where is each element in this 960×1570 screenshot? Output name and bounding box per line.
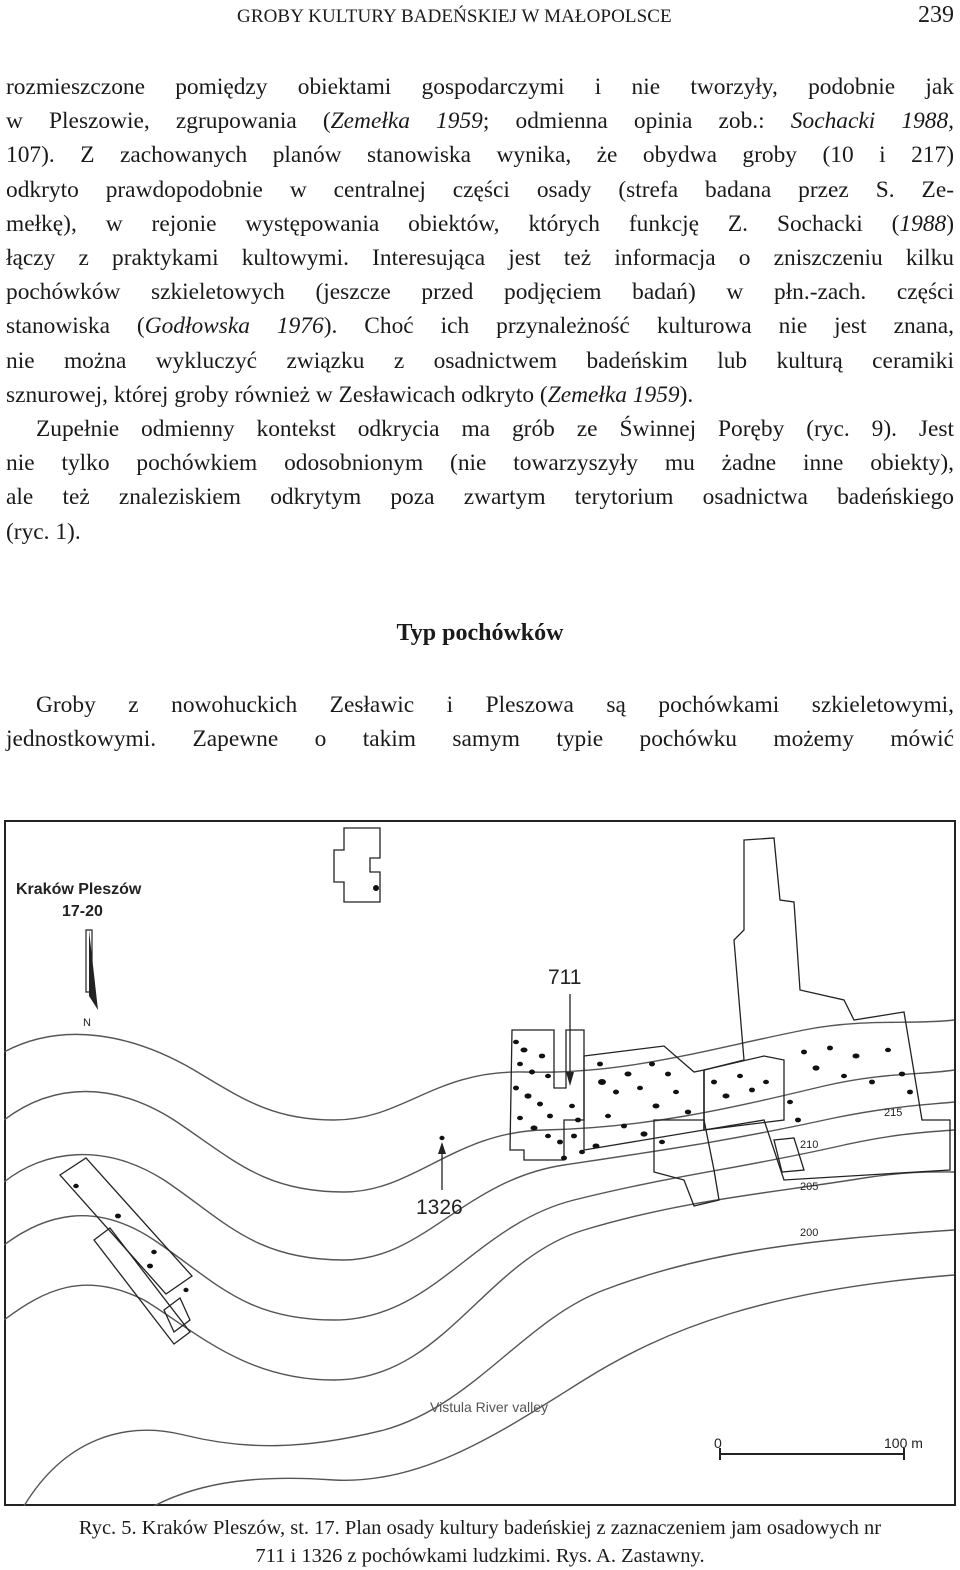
pit bbox=[529, 1070, 535, 1075]
text-line bbox=[6, 207, 954, 241]
pit bbox=[885, 1048, 891, 1052]
pit bbox=[649, 1062, 655, 1067]
pit bbox=[613, 1090, 619, 1095]
pit bbox=[659, 1140, 665, 1144]
pit bbox=[571, 1134, 577, 1139]
site-plan-figure bbox=[4, 820, 956, 1506]
valley-label: Vistula River valley bbox=[430, 1399, 549, 1415]
text-run: sznurowej, której groby również w Zesławicach odkryto ( bbox=[6, 381, 548, 408]
running-title: GROBY KULTURY BADEŃSKIEJ W MAŁOPOLSCE bbox=[237, 6, 672, 27]
paragraph-1 bbox=[6, 70, 954, 412]
pit bbox=[673, 1090, 679, 1094]
pit bbox=[579, 1150, 585, 1154]
page-number: 239 bbox=[918, 2, 954, 28]
pit bbox=[763, 1080, 769, 1084]
text-line: nie można wykluczyć związku z osadnictwem badeńskim lub kulturą ceramiki bbox=[6, 347, 954, 374]
pit bbox=[115, 1214, 121, 1219]
text-line: odkryto prawdopodobnie w centralnej części osady (strefa badana przez S. Ze- bbox=[6, 176, 954, 203]
caption-line: 711 i 1326 z pochówkami ludzkimi. Rys. A. Zastawny. bbox=[255, 1545, 705, 1567]
text-line bbox=[6, 104, 954, 138]
pit bbox=[517, 1062, 523, 1066]
text-line: ale też znaleziskiem odkrytym poza zwartym terytorium osadnictwa badeńskiego bbox=[6, 484, 954, 511]
text-line: rozmieszczone pomiędzy obiektami gospodarczymi i nie tworzyły, podobnie jak bbox=[6, 74, 954, 100]
citation: Sochacki 1988, bbox=[790, 108, 955, 135]
figure-caption bbox=[6, 1514, 954, 1570]
scale-start-label: 0 bbox=[714, 1435, 722, 1451]
text-line bbox=[6, 309, 954, 343]
pit bbox=[147, 1264, 153, 1269]
pit bbox=[517, 1116, 523, 1120]
feature-label-711: 711 bbox=[548, 966, 582, 989]
pit bbox=[685, 1110, 691, 1115]
pit bbox=[737, 1074, 743, 1078]
pit bbox=[513, 1086, 519, 1091]
pit bbox=[723, 1094, 730, 1099]
text-line: łączy z praktykami kultowymi. Interesująca jest też informacja o zniszczeniu kilku bbox=[6, 245, 954, 272]
caption-line: Ryc. 5. Kraków Pleszów, st. 17. Plan osady kultury badeńskiej z zaznaczeniem jam osadowych nr bbox=[78, 1517, 882, 1539]
text-run: ) bbox=[946, 210, 954, 237]
pit bbox=[711, 1080, 717, 1085]
citation: Godłowska 1976 bbox=[144, 313, 324, 340]
pit bbox=[525, 1093, 532, 1098]
pit bbox=[625, 1072, 632, 1077]
text-line: Zupełnie odmienny kontekst odkrycia ma grób ze Świnnej Poręby (ryc. 9). Jest bbox=[36, 416, 954, 442]
site-plan-map bbox=[4, 820, 956, 1506]
contour-label: 205 bbox=[800, 1181, 819, 1193]
text-line bbox=[6, 378, 954, 412]
pit bbox=[521, 1048, 528, 1053]
pit bbox=[537, 1102, 543, 1107]
citation: Zemełka 1959 bbox=[330, 108, 483, 135]
text-run: w Pleszowie, zgrupowania ( bbox=[6, 108, 331, 135]
pit bbox=[539, 1054, 545, 1059]
text-line: jednostkowymi. Zapewne o takim samym typie pochówku możemy mówić bbox=[6, 726, 954, 753]
pit bbox=[439, 1136, 444, 1140]
pit bbox=[593, 1144, 600, 1149]
text-run: stanowiska ( bbox=[6, 313, 145, 340]
pit bbox=[373, 885, 379, 891]
pit bbox=[569, 1104, 575, 1108]
text-run: ; odmienna opinia zob.: bbox=[482, 108, 791, 135]
text-line: Groby z nowohuckich Zesławic i Pleszowa są pochówkami szkieletowymi, bbox=[36, 692, 954, 718]
pit bbox=[151, 1250, 157, 1254]
pit bbox=[869, 1080, 875, 1085]
pit bbox=[665, 1072, 671, 1077]
pit bbox=[907, 1090, 913, 1095]
pit bbox=[637, 1086, 643, 1090]
pit bbox=[827, 1046, 833, 1051]
pit bbox=[513, 1040, 519, 1044]
pit bbox=[561, 1156, 567, 1161]
text-line: nie tylko pochówkiem odosobnionym (nie towarzyszyły mu żadne inne obiekty), bbox=[6, 450, 954, 477]
text-line: (ryc. 1). bbox=[6, 518, 81, 545]
contour-label: 215 bbox=[884, 1107, 903, 1119]
text-run: mełkę), w rejonie występowania obiektów, których funkcję Z. Sochacki ( bbox=[6, 210, 900, 237]
pit bbox=[621, 1124, 627, 1129]
pit bbox=[557, 1140, 563, 1145]
paragraph-2 bbox=[6, 412, 954, 549]
pit bbox=[787, 1100, 793, 1104]
pit bbox=[853, 1054, 860, 1059]
site-title: Kraków Pleszów bbox=[16, 881, 142, 898]
pit bbox=[749, 1088, 755, 1093]
pit bbox=[899, 1072, 905, 1077]
pit bbox=[641, 1131, 648, 1136]
pit bbox=[575, 1118, 581, 1123]
pit bbox=[605, 1114, 611, 1118]
citation: Zemełka 1959 bbox=[547, 381, 680, 408]
citation: 1988 bbox=[899, 210, 947, 237]
pit bbox=[795, 1118, 801, 1123]
pit bbox=[598, 1079, 606, 1085]
text-run: ). Choć ich przynależność kulturowa nie jest znana, bbox=[323, 313, 954, 340]
pit bbox=[547, 1114, 553, 1119]
pit bbox=[597, 1062, 603, 1067]
text-line: 107). Z zachowanych planów stanowiska wynika, że obydwa groby (10 i 217) bbox=[6, 142, 954, 169]
pit bbox=[545, 1074, 551, 1078]
page-header bbox=[0, 0, 960, 34]
text-run: ). bbox=[679, 381, 694, 408]
pit bbox=[73, 1184, 79, 1188]
contour-label: 210 bbox=[800, 1139, 819, 1151]
site-number: 17-20 bbox=[62, 903, 103, 920]
pit bbox=[801, 1050, 807, 1055]
pit bbox=[183, 1288, 188, 1292]
north-label: N bbox=[83, 1017, 91, 1029]
pit bbox=[653, 1104, 660, 1109]
pit bbox=[531, 1126, 538, 1131]
pit bbox=[841, 1074, 847, 1078]
feature-label-1326: 1326 bbox=[416, 1196, 463, 1219]
scale-end-label: 100 m bbox=[884, 1435, 923, 1451]
paragraph-3 bbox=[6, 688, 954, 756]
pit bbox=[813, 1065, 820, 1070]
section-heading: Typ pochówków bbox=[396, 620, 564, 646]
text-line: pochówków szkieletowych (jeszcze przed podjęciem badań) w płn.-zach. części bbox=[6, 279, 954, 306]
contour-label: 200 bbox=[800, 1227, 819, 1239]
pit bbox=[545, 1134, 551, 1138]
